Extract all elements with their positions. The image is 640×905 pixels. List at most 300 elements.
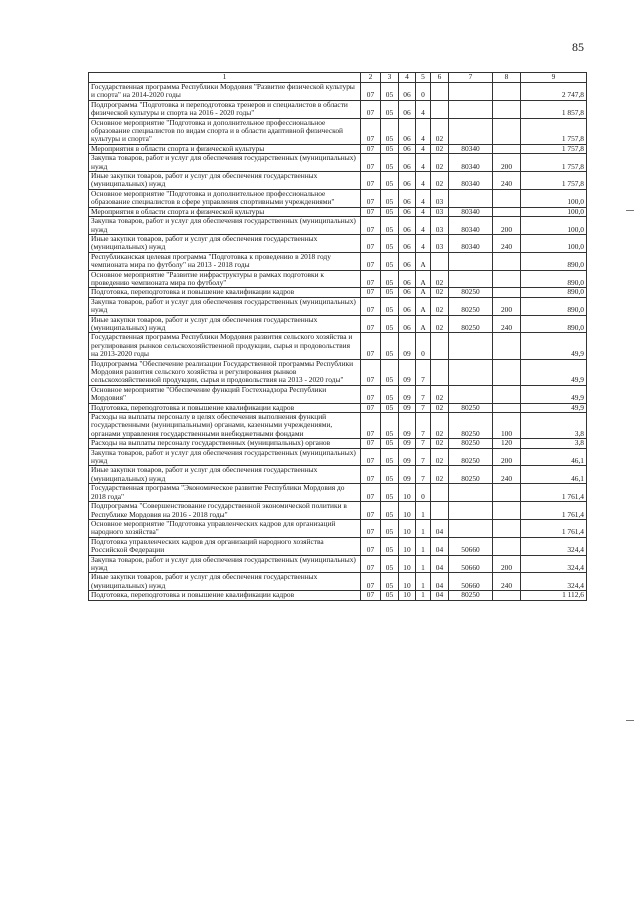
- row-name: Подпрограмма "Подготовка и переподготовка тренеров и специалистов в области физической культуры и спорта на 2016 - 2020 годы": [89, 100, 361, 118]
- code-cell: 07: [361, 234, 381, 252]
- code-cell: 4: [416, 234, 431, 252]
- code-cell: 1: [416, 591, 431, 600]
- code-cell: 09: [399, 413, 416, 439]
- amount-cell: 890,0: [521, 297, 587, 315]
- col-header: 1: [89, 73, 361, 83]
- code-cell: 240: [493, 234, 521, 252]
- row-name: Закупка товаров, работ и услуг для обеспечения государственных (муниципальных) нужд: [89, 217, 361, 235]
- amount-cell: 1 757,8: [521, 144, 587, 153]
- col-header: 5: [416, 73, 431, 83]
- table-row: [89, 591, 587, 600]
- code-cell: 240: [493, 466, 521, 484]
- side-mark-bottom: [626, 720, 634, 721]
- code-cell: 80340: [449, 144, 493, 153]
- col-header: 7: [449, 73, 493, 83]
- code-cell: 09: [399, 439, 416, 448]
- code-cell: 05: [381, 234, 399, 252]
- code-cell: 09: [399, 448, 416, 466]
- code-cell: 02: [431, 466, 449, 484]
- code-cell: [493, 100, 521, 118]
- amount-cell: 3,8: [521, 413, 587, 439]
- code-cell: [431, 333, 449, 359]
- code-cell: 80250: [449, 448, 493, 466]
- code-cell: 05: [381, 448, 399, 466]
- row-name: Подготовка, переподготовка и повышение квалификации кадров: [89, 288, 361, 297]
- code-cell: [493, 403, 521, 412]
- row-name: Расходы на выплаты персоналу государственных (муниципальных) органов: [89, 439, 361, 448]
- code-cell: 7: [416, 385, 431, 403]
- row-name: Подготовка управленческих кадров для организаций народного хозяйства Российской Федерации: [89, 537, 361, 555]
- code-cell: 07: [361, 413, 381, 439]
- code-cell: [493, 537, 521, 555]
- code-cell: А: [416, 252, 431, 270]
- amount-cell: 49,9: [521, 403, 587, 412]
- table-row: [89, 333, 587, 359]
- code-cell: [449, 252, 493, 270]
- table-row: [89, 217, 587, 235]
- code-cell: 4: [416, 189, 431, 207]
- code-cell: 05: [381, 333, 399, 359]
- code-cell: 05: [381, 439, 399, 448]
- code-cell: 80250: [449, 439, 493, 448]
- code-cell: 4: [416, 172, 431, 190]
- row-name: Основное мероприятие "Подготовка и дополнительное профессиональное образование специалистов в сфере управления спортивными учреждениями": [89, 189, 361, 207]
- code-cell: 07: [361, 297, 381, 315]
- code-cell: 05: [381, 591, 399, 600]
- code-cell: 4: [416, 100, 431, 118]
- code-cell: [449, 333, 493, 359]
- code-cell: 200: [493, 555, 521, 573]
- amount-cell: 324,4: [521, 537, 587, 555]
- table-row: [89, 403, 587, 412]
- code-cell: 10: [399, 555, 416, 573]
- code-cell: 06: [399, 270, 416, 288]
- code-cell: 07: [361, 484, 381, 502]
- amount-cell: 100,0: [521, 234, 587, 252]
- code-cell: 200: [493, 448, 521, 466]
- code-cell: 05: [381, 403, 399, 412]
- row-name: Закупка товаров, работ и услуг для обеспечения государственных (муниципальных) нужд: [89, 297, 361, 315]
- row-name: Иные закупки товаров, работ и услуг для обеспечения государственных (муниципальных) нужд: [89, 466, 361, 484]
- code-cell: 7: [416, 466, 431, 484]
- code-cell: 240: [493, 172, 521, 190]
- code-cell: 06: [399, 118, 416, 144]
- col-header: 6: [431, 73, 449, 83]
- code-cell: 0: [416, 484, 431, 502]
- table-row: [89, 207, 587, 216]
- code-cell: [431, 484, 449, 502]
- code-cell: 4: [416, 144, 431, 153]
- code-cell: [493, 144, 521, 153]
- amount-cell: 1 761,4: [521, 519, 587, 537]
- code-cell: 05: [381, 252, 399, 270]
- code-cell: 07: [361, 537, 381, 555]
- code-cell: 05: [381, 288, 399, 297]
- code-cell: 50660: [449, 573, 493, 591]
- table-row: [89, 448, 587, 466]
- table-row: [89, 484, 587, 502]
- code-cell: 4: [416, 217, 431, 235]
- code-cell: А: [416, 288, 431, 297]
- code-cell: 05: [381, 217, 399, 235]
- code-cell: 10: [399, 573, 416, 591]
- amount-cell: 49,9: [521, 385, 587, 403]
- row-name: Основное мероприятие "Обеспечение функций Гостехнадзора Республики Мордовия": [89, 385, 361, 403]
- table-row: [89, 537, 587, 555]
- row-name: Закупка товаров, работ и услуг для обеспечения государственных (муниципальных) нужд: [89, 154, 361, 172]
- code-cell: 05: [381, 537, 399, 555]
- code-cell: 0: [416, 83, 431, 101]
- table-row: [89, 315, 587, 333]
- amount-cell: 46,1: [521, 466, 587, 484]
- code-cell: [493, 288, 521, 297]
- code-cell: 200: [493, 154, 521, 172]
- row-name: Государственная программа Республики Мордовия "Развитие физической культуры и спорта" на 2014-2020 годы: [89, 83, 361, 101]
- code-cell: 07: [361, 466, 381, 484]
- code-cell: 7: [416, 359, 431, 385]
- code-cell: 120: [493, 439, 521, 448]
- code-cell: 05: [381, 555, 399, 573]
- code-cell: [493, 333, 521, 359]
- code-cell: 80340: [449, 172, 493, 190]
- code-cell: 05: [381, 359, 399, 385]
- code-cell: [449, 359, 493, 385]
- side-mark-top: [626, 210, 634, 211]
- code-cell: 05: [381, 466, 399, 484]
- code-cell: 200: [493, 297, 521, 315]
- code-cell: 06: [399, 315, 416, 333]
- code-cell: 10: [399, 591, 416, 600]
- table-row: [89, 234, 587, 252]
- code-cell: 07: [361, 100, 381, 118]
- code-cell: [449, 100, 493, 118]
- row-name: Мероприятия в области спорта и физической культуры: [89, 207, 361, 216]
- table-row: [89, 189, 587, 207]
- code-cell: 80340: [449, 217, 493, 235]
- code-cell: 07: [361, 333, 381, 359]
- code-cell: А: [416, 315, 431, 333]
- code-cell: [449, 519, 493, 537]
- amount-cell: 1 757,8: [521, 118, 587, 144]
- row-name: Иные закупки товаров, работ и услуг для обеспечения государственных (муниципальных) нужд: [89, 573, 361, 591]
- code-cell: 1: [416, 573, 431, 591]
- code-cell: 02: [431, 413, 449, 439]
- code-cell: 06: [399, 144, 416, 153]
- code-cell: 07: [361, 144, 381, 153]
- code-cell: 02: [431, 403, 449, 412]
- row-name: Подпрограмма "Обеспечение реализации Государственной программы Республики Мордовия развития сельского хозяйства и регулирования рынков сельскохозяйственной продукции, сырья и продовольствия на 2013 - 2020 годы": [89, 359, 361, 385]
- code-cell: А: [416, 270, 431, 288]
- code-cell: 04: [431, 573, 449, 591]
- code-cell: 05: [381, 573, 399, 591]
- code-cell: 07: [361, 555, 381, 573]
- code-cell: 04: [431, 537, 449, 555]
- code-cell: 02: [431, 118, 449, 144]
- code-cell: 80250: [449, 413, 493, 439]
- row-name: Государственная программа "Экономическое развитие Республики Мордовия до 2018 года": [89, 484, 361, 502]
- code-cell: 100: [493, 413, 521, 439]
- code-cell: 10: [399, 537, 416, 555]
- amount-cell: 49,9: [521, 333, 587, 359]
- code-cell: [493, 359, 521, 385]
- col-header: 3: [381, 73, 399, 83]
- amount-cell: 890,0: [521, 252, 587, 270]
- code-cell: 06: [399, 207, 416, 216]
- row-name: Подпрограмма "Совершенствование государственной экономической политики в Республике Мордовия на 2016 - 2018 годы": [89, 502, 361, 520]
- code-cell: 06: [399, 288, 416, 297]
- code-cell: 06: [399, 217, 416, 235]
- amount-cell: 46,1: [521, 448, 587, 466]
- table-row: [89, 413, 587, 439]
- col-header: 4: [399, 73, 416, 83]
- amount-cell: 1 761,4: [521, 502, 587, 520]
- table-row: [89, 385, 587, 403]
- code-cell: 02: [431, 288, 449, 297]
- amount-cell: 1 757,8: [521, 172, 587, 190]
- row-name: Расходы на выплаты персоналу в целях обеспечения выполнения функций государственными (муниципальными) органами, казенными учреждениями, органами управления государственными внебюджетными фондами: [89, 413, 361, 439]
- code-cell: 10: [399, 502, 416, 520]
- code-cell: 80250: [449, 288, 493, 297]
- table-row: [89, 502, 587, 520]
- table-row: [89, 297, 587, 315]
- code-cell: 0: [416, 333, 431, 359]
- row-name: Подготовка, переподготовка и повышение квалификации кадров: [89, 403, 361, 412]
- code-cell: 80250: [449, 315, 493, 333]
- code-cell: 07: [361, 189, 381, 207]
- code-cell: 50660: [449, 537, 493, 555]
- table-row: [89, 359, 587, 385]
- code-cell: 09: [399, 359, 416, 385]
- code-cell: 05: [381, 413, 399, 439]
- code-cell: 05: [381, 154, 399, 172]
- amount-cell: 890,0: [521, 315, 587, 333]
- code-cell: 4: [416, 207, 431, 216]
- code-cell: 07: [361, 448, 381, 466]
- code-cell: 4: [416, 118, 431, 144]
- code-cell: 06: [399, 154, 416, 172]
- code-cell: 7: [416, 403, 431, 412]
- code-cell: [431, 502, 449, 520]
- code-cell: 09: [399, 385, 416, 403]
- code-cell: 7: [416, 439, 431, 448]
- col-header: 2: [361, 73, 381, 83]
- code-cell: 240: [493, 573, 521, 591]
- code-cell: 09: [399, 403, 416, 412]
- code-cell: 02: [431, 172, 449, 190]
- code-cell: 80340: [449, 154, 493, 172]
- amount-cell: 1 761,4: [521, 484, 587, 502]
- code-cell: 7: [416, 413, 431, 439]
- code-cell: [493, 484, 521, 502]
- code-cell: 02: [431, 297, 449, 315]
- code-cell: 4: [416, 154, 431, 172]
- code-cell: 80250: [449, 591, 493, 600]
- code-cell: 07: [361, 315, 381, 333]
- code-cell: 05: [381, 519, 399, 537]
- code-cell: [431, 252, 449, 270]
- code-cell: 05: [381, 144, 399, 153]
- table-row: [89, 519, 587, 537]
- code-cell: 1: [416, 537, 431, 555]
- code-cell: [449, 270, 493, 288]
- code-cell: [449, 385, 493, 403]
- code-cell: 04: [431, 519, 449, 537]
- row-name: Иные закупки товаров, работ и услуг для обеспечения государственных (муниципальных) нужд: [89, 234, 361, 252]
- amount-cell: 1 857,8: [521, 100, 587, 118]
- table-row: [89, 100, 587, 118]
- code-cell: [431, 83, 449, 101]
- code-cell: 06: [399, 172, 416, 190]
- row-name: Основное мероприятие "Развитие инфраструктуры в рамках подготовки к проведению чемпионата мира по футболу": [89, 270, 361, 288]
- row-name: Республиканская целевая программа "Подготовка к проведению в 2018 году чемпионата мира по футболу" на 2013 - 2018 годы: [89, 252, 361, 270]
- code-cell: 06: [399, 234, 416, 252]
- code-cell: 07: [361, 573, 381, 591]
- code-cell: 02: [431, 385, 449, 403]
- table-row: [89, 439, 587, 448]
- code-cell: 07: [361, 252, 381, 270]
- code-cell: 05: [381, 189, 399, 207]
- table-row: [89, 270, 587, 288]
- code-cell: [493, 270, 521, 288]
- row-name: Закупка товаров, работ и услуг для обеспечения государственных (муниципальных) нужд: [89, 448, 361, 466]
- code-cell: 07: [361, 502, 381, 520]
- amount-cell: 890,0: [521, 288, 587, 297]
- col-header: 8: [493, 73, 521, 83]
- amount-cell: 100,0: [521, 189, 587, 207]
- code-cell: 09: [399, 333, 416, 359]
- row-name: Закупка товаров, работ и услуг для обеспечения государственных (муниципальных) нужд: [89, 555, 361, 573]
- code-cell: 07: [361, 288, 381, 297]
- code-cell: 06: [399, 83, 416, 101]
- code-cell: [449, 83, 493, 101]
- table-row: [89, 144, 587, 153]
- code-cell: [493, 502, 521, 520]
- amount-cell: 324,4: [521, 573, 587, 591]
- code-cell: А: [416, 297, 431, 315]
- amount-cell: 1 112,6: [521, 591, 587, 600]
- code-cell: 07: [361, 207, 381, 216]
- code-cell: 240: [493, 315, 521, 333]
- row-name: Мероприятия в области спорта и физической культуры: [89, 144, 361, 153]
- table-row: [89, 252, 587, 270]
- amount-cell: 100,0: [521, 217, 587, 235]
- code-cell: [493, 189, 521, 207]
- table-row: [89, 172, 587, 190]
- code-cell: [493, 118, 521, 144]
- amount-cell: 49,9: [521, 359, 587, 385]
- amount-cell: 2 747,8: [521, 83, 587, 101]
- amount-cell: 890,0: [521, 270, 587, 288]
- code-cell: 07: [361, 591, 381, 600]
- code-cell: 02: [431, 270, 449, 288]
- code-cell: 05: [381, 207, 399, 216]
- code-cell: 80340: [449, 207, 493, 216]
- code-cell: 06: [399, 100, 416, 118]
- code-cell: 05: [381, 270, 399, 288]
- code-cell: 03: [431, 207, 449, 216]
- code-cell: 06: [399, 297, 416, 315]
- table-row: [89, 288, 587, 297]
- code-cell: [493, 385, 521, 403]
- amount-cell: 100,0: [521, 207, 587, 216]
- code-cell: 09: [399, 466, 416, 484]
- code-cell: 05: [381, 83, 399, 101]
- table-row: [89, 555, 587, 573]
- code-cell: [449, 189, 493, 207]
- code-cell: 05: [381, 484, 399, 502]
- code-cell: 07: [361, 154, 381, 172]
- code-cell: 02: [431, 448, 449, 466]
- code-cell: 05: [381, 297, 399, 315]
- code-cell: 80250: [449, 297, 493, 315]
- code-cell: 03: [431, 189, 449, 207]
- code-cell: 02: [431, 144, 449, 153]
- code-cell: 07: [361, 270, 381, 288]
- code-cell: 10: [399, 484, 416, 502]
- code-cell: 02: [431, 315, 449, 333]
- table-row: [89, 466, 587, 484]
- amount-cell: 1 757,8: [521, 154, 587, 172]
- amount-cell: 324,4: [521, 555, 587, 573]
- code-cell: 07: [361, 519, 381, 537]
- code-cell: 05: [381, 502, 399, 520]
- code-cell: 03: [431, 234, 449, 252]
- code-cell: 05: [381, 118, 399, 144]
- code-cell: 05: [381, 315, 399, 333]
- code-cell: 1: [416, 519, 431, 537]
- code-cell: [493, 591, 521, 600]
- code-cell: [449, 502, 493, 520]
- code-cell: 07: [361, 439, 381, 448]
- code-cell: 80250: [449, 466, 493, 484]
- table-row: [89, 83, 587, 101]
- row-name: Иные закупки товаров, работ и услуг для обеспечения государственных (муниципальных) нужд: [89, 315, 361, 333]
- code-cell: 80340: [449, 234, 493, 252]
- code-cell: [493, 252, 521, 270]
- row-name: Основное мероприятие "Подготовка и дополнительное профессиональное образование специалистов по видам спорта и в области адаптивной физической культуры и спорта": [89, 118, 361, 144]
- row-name: Иные закупки товаров, работ и услуг для обеспечения государственных (муниципальных) нужд: [89, 172, 361, 190]
- code-cell: [493, 207, 521, 216]
- code-cell: 07: [361, 385, 381, 403]
- code-cell: 07: [361, 359, 381, 385]
- code-cell: 03: [431, 217, 449, 235]
- code-cell: 06: [399, 189, 416, 207]
- page-number: 85: [572, 40, 584, 54]
- col-header: 9: [521, 73, 587, 83]
- code-cell: 07: [361, 172, 381, 190]
- code-cell: 07: [361, 83, 381, 101]
- code-cell: 1: [416, 502, 431, 520]
- code-cell: 50660: [449, 555, 493, 573]
- table-row: [89, 154, 587, 172]
- code-cell: 04: [431, 555, 449, 573]
- row-name: Основное мероприятие "Подготовка управленческих кадров для организаций народного хозяйства": [89, 519, 361, 537]
- code-cell: 07: [361, 403, 381, 412]
- code-cell: [493, 83, 521, 101]
- code-cell: 02: [431, 154, 449, 172]
- code-cell: 10: [399, 519, 416, 537]
- code-cell: 05: [381, 385, 399, 403]
- table-row: [89, 573, 587, 591]
- code-cell: 200: [493, 217, 521, 235]
- amount-cell: 3,8: [521, 439, 587, 448]
- code-cell: 07: [361, 217, 381, 235]
- code-cell: [493, 519, 521, 537]
- code-cell: 7: [416, 448, 431, 466]
- table-row: [89, 118, 587, 144]
- code-cell: 05: [381, 100, 399, 118]
- budget-table: [88, 72, 587, 601]
